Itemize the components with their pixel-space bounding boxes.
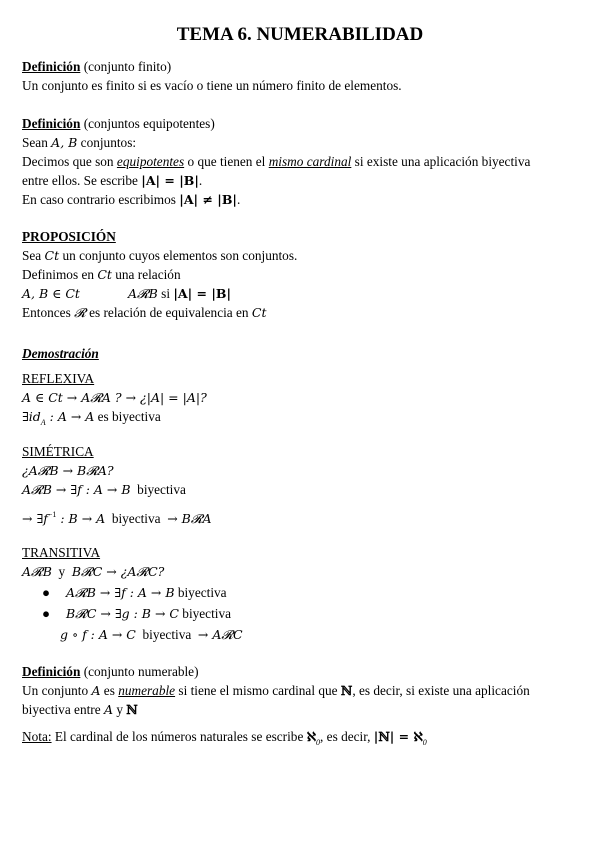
symmetric-heading: SIMÉTRICA [22,444,94,459]
transitive-section [22,543,582,644]
text-line: Sean A, B conjuntos: [22,135,137,150]
definition-label: Definición [22,116,81,131]
definition-text: Un conjunto es finito si es vacío o tiene un número finito de elementos. [22,78,402,93]
text-line: Entonces 𝓡 es relación de equivalencia en Ct [22,305,267,320]
bullet-item: ● B𝓡C → ∃g : B → C biyectiva [42,606,232,621]
definition-subtitle: (conjuntos equipotentes) [83,116,215,131]
note: Nota: El cardinal de los números naturales se escribe ℵ$_0$, es decir, |ℕ| = ℵ$_0$ [22,729,427,747]
demonstration-label: Demostración [22,346,99,361]
note-label: Nota: [22,729,52,744]
demonstration [22,344,582,363]
term-mismo-cardinal: mismo cardinal [268,154,352,169]
formula-line: g ∘ f : A → C biyectiva → A𝓡C [60,627,243,642]
definition-label: Definición [22,59,81,74]
text-line: entre ellos. Se escribe |A| = |B|. [22,173,203,188]
definition-countable-set [22,662,582,719]
text-line: Sea Ct un conjunto cuyos elementos son conjuntos. [22,248,298,263]
bullet-item: ● A𝓡B → ∃f : A → B biyectiva [42,585,227,600]
text-line: En caso contrario escribimos |A| ≠ |B|. [22,192,241,207]
definition-finite-set [22,57,582,95]
definition-subtitle: (conjunto numerable) [83,664,199,679]
text-line: Definimos en Ct una relación [22,267,181,282]
formula-line: A ∈ Ct → A𝓡A ? → ¿|A| = |A|? [22,390,207,405]
definition-label: Definición [22,664,81,679]
page-title: TEMA 6. NUMERABILIDAD [176,24,424,45]
term-numerable: numerable [118,683,176,698]
text-line: biyectiva entre A y ℕ [22,702,138,717]
proposition-label: PROPOSICIÓN [22,229,116,244]
symmetric-section [22,442,582,528]
reflexive-heading: REFLEXIVA [22,371,95,386]
formula-line: ¿A𝓡B → B𝓡A? [22,463,114,478]
reflexive-section [22,369,582,432]
text-line: Decimos que son equipotentes o que tienen el mismo cardinal si existe una aplicación biyectiva [22,154,531,169]
definition-subtitle: (conjunto finito) [83,59,172,74]
formula-line: → $\exists f^{-1}$ : B → A biyectiva → B𝓡A [22,510,212,526]
term-equipotentes: equipotentes [116,154,185,169]
formula-line: A𝓡B y B𝓡C → ¿A𝓡C? [22,564,165,579]
formula-line: $\exists id_A$ : A → A es biyectiva [22,409,161,427]
proposition [22,227,582,322]
formula-line: A, B ∈ Ct A𝓡B si |A| = |B| [22,286,232,301]
formula-line: A𝓡B → ∃f : A → B biyectiva [22,482,186,497]
text-line: Un conjunto A es numerable si tiene el mismo cardinal que ℕ, es decir, si existe una aplicación [22,683,530,698]
transitive-heading: TRANSITIVA [22,545,101,560]
definition-equipotent-sets [22,114,582,209]
